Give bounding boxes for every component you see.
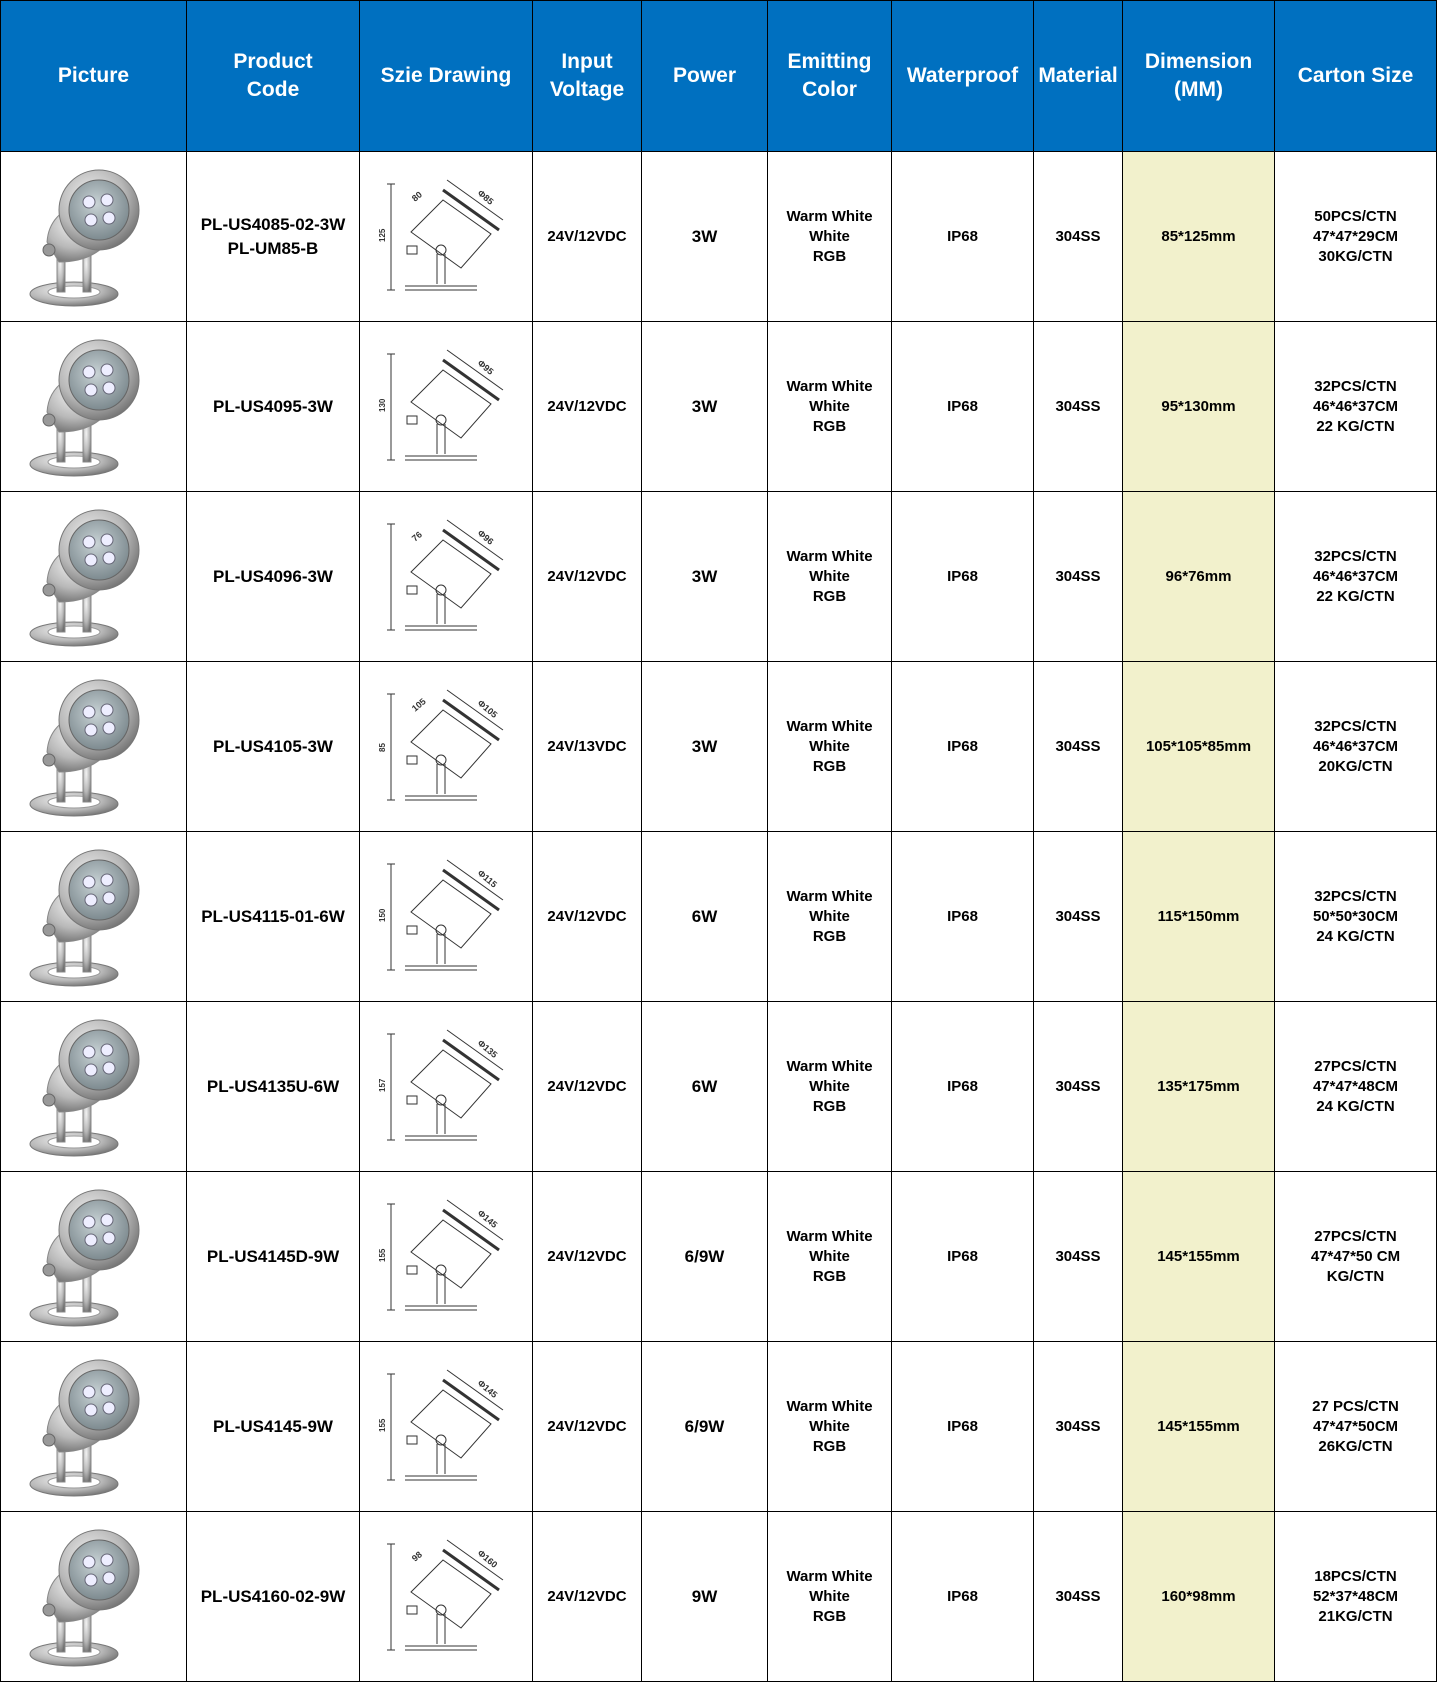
material-cell <box>1034 322 1123 492</box>
product-code-text: PL-US4095-3W <box>213 396 333 416</box>
table-row <box>1 1512 1437 1682</box>
drawing-label: 105 <box>409 695 428 714</box>
carton-line-text: 21KG/CTN <box>1318 1607 1393 1625</box>
size-drawing-cell <box>360 492 533 662</box>
material-cell <box>1034 1342 1123 1512</box>
dimension-text: 105*105*85mm <box>1145 737 1252 755</box>
carton-line-text: 18PCS/CTN <box>1314 1567 1397 1585</box>
size-drawing <box>381 1532 511 1662</box>
drawing-label: 150 <box>378 908 387 922</box>
carton-size-cell <box>1275 492 1437 662</box>
color-option-text: Warm White <box>786 1227 873 1245</box>
waterproof-cell <box>892 1512 1034 1682</box>
carton-line-text: 50PCS/CTN <box>1314 207 1397 225</box>
table-row <box>1 1172 1437 1342</box>
size-drawing <box>378 852 511 982</box>
waterproof-text: IP68 <box>947 1587 978 1605</box>
carton-line-text: 47*47*29CM <box>1312 227 1399 245</box>
input-voltage-cell <box>533 1512 642 1682</box>
drawing-label: 155 <box>378 1248 387 1262</box>
carton-line-text: 24 KG/CTN <box>1316 927 1395 945</box>
voltage-text: 24V/12VDC <box>547 907 627 925</box>
color-option-text: Warm White <box>786 717 873 735</box>
dimension-text: 145*155mm <box>1157 1247 1240 1265</box>
product-code-cell <box>187 492 360 662</box>
carton-line-text: 32PCS/CTN <box>1314 717 1397 735</box>
table-row <box>1 662 1437 832</box>
table-row <box>1 322 1437 492</box>
product-code-text: PL-US4160-02-9W <box>200 1586 346 1606</box>
dimension-text: 115*150mm <box>1157 907 1240 925</box>
power-cell <box>642 1172 768 1342</box>
carton-line-text: 22 KG/CTN <box>1316 417 1395 435</box>
color-option-text: White <box>809 1077 850 1095</box>
material-cell <box>1034 1172 1123 1342</box>
size-drawing-cell <box>360 662 533 832</box>
drawing-label: 130 <box>378 398 387 412</box>
color-option-text: Warm White <box>786 1397 873 1415</box>
color-option-text: White <box>809 737 850 755</box>
product-code-cell <box>187 322 360 492</box>
voltage-text: 24V/12VDC <box>547 1417 627 1435</box>
product-code-cell <box>187 1512 360 1682</box>
power-cell <box>642 1002 768 1172</box>
product-picture-cell <box>1 152 187 322</box>
carton-line-text: 32PCS/CTN <box>1314 547 1397 565</box>
carton-line-text: 32PCS/CTN <box>1314 887 1397 905</box>
waterproof-text: IP68 <box>947 1417 978 1435</box>
power-text: 6W <box>691 1076 718 1096</box>
waterproof-cell <box>892 1342 1034 1512</box>
drawing-label: Φ160 <box>475 1547 500 1570</box>
emitting-color-cell <box>768 1172 892 1342</box>
material-cell <box>1034 1002 1123 1172</box>
dimension-text: 135*175mm <box>1157 1077 1240 1095</box>
color-option-text: Warm White <box>786 207 873 225</box>
power-cell <box>642 1342 768 1512</box>
spotlight-product-image <box>19 842 169 992</box>
product-code-text: PL-US4105-3W <box>213 736 333 756</box>
emitting-color-cell <box>768 492 892 662</box>
material-cell <box>1034 1512 1123 1682</box>
carton-line-text: 27PCS/CTN <box>1314 1057 1397 1075</box>
drawing-label: Φ115 <box>475 867 499 890</box>
power-text: 6/9W <box>684 1416 725 1436</box>
dimension-cell <box>1123 662 1275 832</box>
emitting-color-cell <box>768 832 892 1002</box>
color-option-text: White <box>809 1417 850 1435</box>
waterproof-cell <box>892 492 1034 662</box>
header-product-code: Product Code <box>187 1 360 152</box>
table-row <box>1 152 1437 322</box>
power-text: 6/9W <box>684 1246 725 1266</box>
input-voltage-cell <box>533 662 642 832</box>
material-text: 304SS <box>1055 567 1101 585</box>
product-code-text: PL-US4145-9W <box>213 1416 333 1436</box>
color-option-text: White <box>809 567 850 585</box>
power-cell <box>642 492 768 662</box>
product-code-text: PL-US4145D-9W <box>206 1246 340 1266</box>
spotlight-product-image <box>19 1012 169 1162</box>
carton-line-text: 47*47*50 CM <box>1310 1247 1401 1265</box>
waterproof-cell <box>892 832 1034 1002</box>
carton-size-cell <box>1275 322 1437 492</box>
power-text: 9W <box>691 1586 718 1606</box>
color-option-text: White <box>809 397 850 415</box>
drawing-label: Φ145 <box>475 1377 500 1400</box>
dimension-text: 145*155mm <box>1157 1417 1240 1435</box>
spotlight-product-image <box>19 1182 169 1332</box>
table-row <box>1 1002 1437 1172</box>
dimension-cell <box>1123 1512 1275 1682</box>
size-drawing <box>378 682 511 812</box>
color-option-text: Warm White <box>786 1057 873 1075</box>
input-voltage-cell <box>533 832 642 1002</box>
color-option-text: RGB <box>812 417 847 435</box>
drawing-label: 155 <box>378 1418 387 1432</box>
dimension-cell <box>1123 492 1275 662</box>
color-option-text: Warm White <box>786 547 873 565</box>
power-cell <box>642 152 768 322</box>
input-voltage-cell <box>533 1002 642 1172</box>
size-drawing-cell <box>360 322 533 492</box>
waterproof-cell <box>892 1172 1034 1342</box>
dimension-text: 85*125mm <box>1161 227 1236 245</box>
size-drawing <box>378 1192 511 1322</box>
carton-line-text: 46*46*37CM <box>1312 737 1399 755</box>
carton-line-text: 30KG/CTN <box>1318 247 1393 265</box>
carton-size-cell <box>1275 832 1437 1002</box>
voltage-text: 24V/12VDC <box>547 1587 627 1605</box>
emitting-color-cell <box>768 322 892 492</box>
power-cell <box>642 1512 768 1682</box>
product-code-text: PL-US4115-01-6W <box>201 906 345 926</box>
carton-size-cell <box>1275 662 1437 832</box>
header-row <box>1 1 1437 152</box>
color-option-text: White <box>809 1247 850 1265</box>
product-code-text: PL-US4085-02-3W <box>200 214 346 234</box>
voltage-text: 24V/13VDC <box>547 737 627 755</box>
color-option-text: White <box>809 1587 850 1605</box>
voltage-text: 24V/12VDC <box>547 567 627 585</box>
dimension-cell <box>1123 1172 1275 1342</box>
waterproof-cell <box>892 662 1034 832</box>
product-picture-cell <box>1 492 187 662</box>
product-picture-cell <box>1 1172 187 1342</box>
carton-size-cell <box>1275 1342 1437 1512</box>
drawing-label: Φ95 <box>475 357 496 377</box>
size-drawing <box>378 1022 511 1152</box>
material-text: 304SS <box>1055 1077 1101 1095</box>
carton-line-text: 27 PCS/CTN <box>1312 1397 1399 1415</box>
product-code-cell <box>187 1342 360 1512</box>
waterproof-text: IP68 <box>947 1247 978 1265</box>
size-drawing-cell <box>360 1172 533 1342</box>
waterproof-text: IP68 <box>947 907 978 925</box>
product-code-text: PL-US4135U-6W <box>206 1076 340 1096</box>
size-drawing <box>378 1362 511 1492</box>
power-text: 6W <box>691 906 718 926</box>
spotlight-product-image <box>19 162 169 312</box>
input-voltage-cell <box>533 492 642 662</box>
drawing-label: 98 <box>409 1548 424 1564</box>
size-drawing <box>378 342 511 472</box>
color-option-text: White <box>809 227 850 245</box>
header-size-drawing: Szie Drawing <box>360 1 533 152</box>
carton-line-text: 20KG/CTN <box>1318 757 1393 775</box>
power-cell <box>642 322 768 492</box>
carton-line-text: 22 KG/CTN <box>1316 587 1395 605</box>
spotlight-product-image <box>19 1522 169 1672</box>
carton-line-text: 27PCS/CTN <box>1314 1227 1397 1245</box>
product-code-cell <box>187 662 360 832</box>
color-option-text: RGB <box>812 1437 847 1455</box>
emitting-color-cell <box>768 152 892 322</box>
color-option-text: RGB <box>812 757 847 775</box>
product-code-cell <box>187 152 360 322</box>
emitting-color-cell <box>768 662 892 832</box>
product-picture-cell <box>1 322 187 492</box>
carton-size-cell <box>1275 1512 1437 1682</box>
dimension-cell <box>1123 322 1275 492</box>
material-text: 304SS <box>1055 1247 1101 1265</box>
waterproof-text: IP68 <box>947 1077 978 1095</box>
color-option-text: RGB <box>812 1267 847 1285</box>
voltage-text: 24V/12VDC <box>547 227 627 245</box>
carton-line-text: 24 KG/CTN <box>1316 1097 1395 1115</box>
product-picture-cell <box>1 1342 187 1512</box>
carton-line-text: 47*47*50CM <box>1312 1417 1399 1435</box>
product-code-text: PL-UM85-B <box>227 238 319 258</box>
product-code-text: PL-US4096-3W <box>213 566 333 586</box>
color-option-text: RGB <box>812 247 847 265</box>
dimension-cell <box>1123 1002 1275 1172</box>
emitting-color-cell <box>768 1512 892 1682</box>
size-drawing-cell <box>360 152 533 322</box>
material-text: 304SS <box>1055 227 1101 245</box>
carton-size-cell <box>1275 1002 1437 1172</box>
carton-size-cell <box>1275 152 1437 322</box>
header-power: Power <box>642 1 768 152</box>
input-voltage-cell <box>533 152 642 322</box>
material-text: 304SS <box>1055 907 1101 925</box>
waterproof-cell <box>892 1002 1034 1172</box>
color-option-text: Warm White <box>786 887 873 905</box>
dimension-text: 96*76mm <box>1165 567 1232 585</box>
drawing-label: 125 <box>378 228 387 242</box>
color-option-text: RGB <box>812 1097 847 1115</box>
material-cell <box>1034 832 1123 1002</box>
power-text: 3W <box>691 396 718 416</box>
carton-line-text: 46*46*37CM <box>1312 397 1399 415</box>
drawing-label: Φ105 <box>475 697 500 720</box>
waterproof-text: IP68 <box>947 737 978 755</box>
material-cell <box>1034 662 1123 832</box>
voltage-text: 24V/12VDC <box>547 1077 627 1095</box>
table-row <box>1 1342 1437 1512</box>
color-option-text: RGB <box>812 587 847 605</box>
spotlight-product-image <box>19 672 169 822</box>
product-picture-cell <box>1 1512 187 1682</box>
color-option-text: Warm White <box>786 377 873 395</box>
emitting-color-cell <box>768 1342 892 1512</box>
carton-line-text: 32PCS/CTN <box>1314 377 1397 395</box>
spotlight-product-image <box>19 1352 169 1502</box>
carton-line-text: 52*37*48CM <box>1312 1587 1399 1605</box>
dimension-cell <box>1123 832 1275 1002</box>
material-text: 304SS <box>1055 1587 1101 1605</box>
product-code-cell <box>187 1172 360 1342</box>
dimension-cell <box>1123 152 1275 322</box>
carton-line-text: 26KG/CTN <box>1318 1437 1393 1455</box>
color-option-text: RGB <box>812 1607 847 1625</box>
size-drawing-cell <box>360 1342 533 1512</box>
product-picture-cell <box>1 1002 187 1172</box>
product-picture-cell <box>1 832 187 1002</box>
header-picture: Picture <box>1 1 187 152</box>
table-row <box>1 832 1437 1002</box>
material-text: 304SS <box>1055 1417 1101 1435</box>
material-cell <box>1034 492 1123 662</box>
product-code-cell <box>187 832 360 1002</box>
table-row <box>1 492 1437 662</box>
drawing-label: Φ135 <box>475 1037 500 1060</box>
drawing-label: Φ96 <box>475 527 496 547</box>
carton-line-text: 47*47*48CM <box>1312 1077 1399 1095</box>
spotlight-product-image <box>19 502 169 652</box>
header-carton-size: Carton Size <box>1275 1 1437 152</box>
drawing-label: 80 <box>409 188 424 204</box>
header-material: Material <box>1034 1 1123 152</box>
waterproof-text: IP68 <box>947 227 978 245</box>
carton-line-text: 46*46*37CM <box>1312 567 1399 585</box>
power-cell <box>642 662 768 832</box>
material-text: 304SS <box>1055 737 1101 755</box>
dimension-text: 160*98mm <box>1161 1587 1236 1605</box>
waterproof-cell <box>892 322 1034 492</box>
carton-line-text: KG/CTN <box>1326 1267 1385 1285</box>
color-option-text: Warm White <box>786 1567 873 1585</box>
size-drawing <box>381 512 511 642</box>
drawing-label: 76 <box>409 528 424 544</box>
header-input-voltage: Input Voltage <box>533 1 642 152</box>
waterproof-cell <box>892 152 1034 322</box>
size-drawing <box>378 172 511 302</box>
drawing-label: Φ85 <box>475 187 496 207</box>
input-voltage-cell <box>533 1342 642 1512</box>
emitting-color-cell <box>768 1002 892 1172</box>
spotlight-product-image <box>19 332 169 482</box>
carton-size-cell <box>1275 1172 1437 1342</box>
voltage-text: 24V/12VDC <box>547 1247 627 1265</box>
color-option-text: White <box>809 907 850 925</box>
drawing-label: 85 <box>378 742 387 752</box>
waterproof-text: IP68 <box>947 397 978 415</box>
header-dimension: Dimension (MM) <box>1123 1 1275 152</box>
dimension-text: 95*130mm <box>1161 397 1236 415</box>
drawing-label: 157 <box>378 1078 387 1092</box>
power-text: 3W <box>691 226 718 246</box>
power-cell <box>642 832 768 1002</box>
product-picture-cell <box>1 662 187 832</box>
input-voltage-cell <box>533 322 642 492</box>
header-waterproof: Waterproof <box>892 1 1034 152</box>
product-code-cell <box>187 1002 360 1172</box>
power-text: 3W <box>691 566 718 586</box>
size-drawing-cell <box>360 1002 533 1172</box>
header-emitting-color: Emitting Color <box>768 1 892 152</box>
size-drawing-cell <box>360 1512 533 1682</box>
material-text: 304SS <box>1055 397 1101 415</box>
waterproof-text: IP68 <box>947 567 978 585</box>
carton-line-text: 50*50*30CM <box>1312 907 1399 925</box>
color-option-text: RGB <box>812 927 847 945</box>
material-cell <box>1034 152 1123 322</box>
voltage-text: 24V/12VDC <box>547 397 627 415</box>
power-text: 3W <box>691 736 718 756</box>
dimension-cell <box>1123 1342 1275 1512</box>
drawing-label: Φ145 <box>475 1207 500 1230</box>
size-drawing-cell <box>360 832 533 1002</box>
input-voltage-cell <box>533 1172 642 1342</box>
